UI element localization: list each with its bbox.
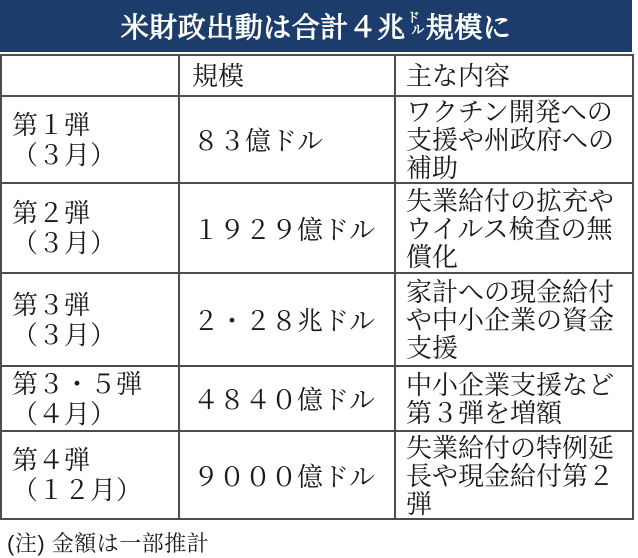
column-header-phase xyxy=(1,55,179,96)
phase-cell xyxy=(1,183,179,273)
phase-month: （４月） xyxy=(12,398,117,429)
unit-char-top: ド xyxy=(406,10,421,25)
column-header-scale: 規模 xyxy=(179,55,395,96)
amount-cell: ２・２８兆ドル xyxy=(179,273,395,366)
table-row xyxy=(1,366,633,431)
description-cell: ワクチン開発への支援や州政府への補助 xyxy=(395,96,633,183)
phase-label: 第２弾 xyxy=(12,198,91,228)
phase-month: （３月） xyxy=(12,139,117,170)
page-title xyxy=(121,6,512,46)
phase-label: 第１弾 xyxy=(12,109,91,140)
phase-month: （３月） xyxy=(12,228,117,258)
amount-cell: ９０００億ドル xyxy=(179,431,395,519)
column-header-content: 主な内容 xyxy=(395,55,633,96)
unit-char-bottom: ル xyxy=(411,22,425,37)
description-cell: 失業給付の拡充やウイルス検査の無償化 xyxy=(395,183,633,273)
table-header-row xyxy=(1,55,633,96)
amount-cell: １９２９億ドル xyxy=(179,183,395,273)
phase-label: 第３弾 xyxy=(12,289,91,320)
description-cell: 中小企業支援など第３弾を増額 xyxy=(395,366,633,431)
stimulus-table xyxy=(0,54,634,520)
phase-cell xyxy=(1,273,179,366)
description-cell: 失業給付の特例延長や現金給付第２弾 xyxy=(395,431,633,519)
table-row xyxy=(1,183,633,273)
phase-month: （１２月） xyxy=(12,475,143,505)
table-row xyxy=(1,273,633,366)
title-prefix: 米財政出動は合計４兆 xyxy=(120,12,406,43)
description-cell: 家計への現金給付や中小企業の資金支援 xyxy=(395,273,633,366)
dollar-unit-kumimoji xyxy=(407,12,425,36)
phase-month: （３月） xyxy=(12,319,117,350)
phase-label: 第４弾 xyxy=(12,445,91,475)
table-row xyxy=(1,431,633,519)
table-row xyxy=(1,96,633,183)
phase-cell xyxy=(1,96,179,183)
title-suffix: 規模に xyxy=(425,12,512,43)
phase-cell xyxy=(1,431,179,519)
source-note: (注) 金額は一部推計 xyxy=(7,531,210,556)
phase-label: 第３・５弾 xyxy=(12,368,143,399)
amount-cell: ８３億ドル xyxy=(179,96,395,183)
title-banner xyxy=(0,0,632,52)
amount-cell: ４８４０億ドル xyxy=(179,366,395,431)
phase-cell xyxy=(1,366,179,431)
